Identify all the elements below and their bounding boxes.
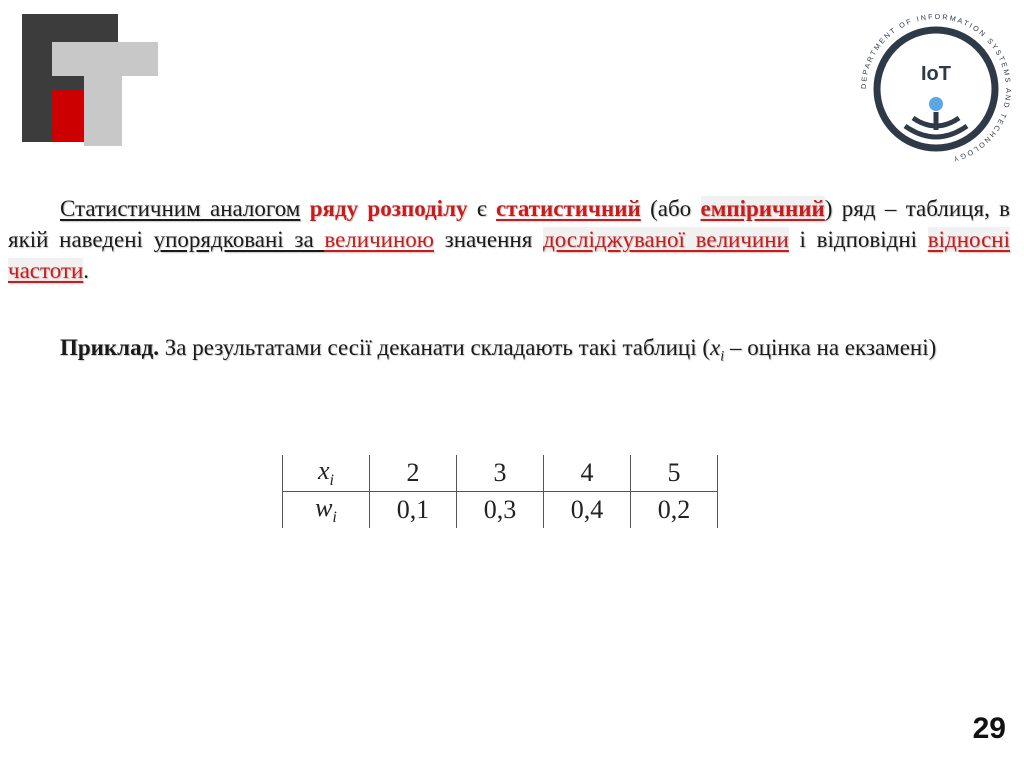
svg-text:DEPARTMENT OF INFORMATION SYST	[859, 12, 1013, 164]
subscript-index: i	[329, 472, 335, 490]
term-studied-quantity: досліджуваної величини	[543, 227, 789, 252]
table-cell: 0,4	[544, 492, 631, 529]
ft-logo	[18, 14, 158, 148]
iot-logo-text: IoT	[921, 63, 951, 85]
subscript-index: i	[720, 348, 725, 365]
table-cell: 0,1	[370, 492, 457, 529]
row-label-xi: $x_i$	[283, 455, 370, 492]
term-relative-frequencies: відносні частоти	[8, 227, 1011, 283]
table-row	[283, 492, 718, 529]
row-label-wi: $w_i$	[283, 492, 370, 529]
table-cell: 0,2	[631, 492, 718, 529]
definition-paragraph: Статистичним аналогом ряду розподілу є статистичний (або емпіричний) ряд – таблиця, в якій наведені упорядковані за величиною значення досліджуваної величини і відповідні відносні частоти.	[8, 196, 1011, 283]
term-statistical: статистичний	[496, 196, 641, 221]
term-magnitude: величиною	[324, 227, 434, 252]
example-paragraph: Приклад. За результатами сесії деканати складають такі таблиці ($x_i$ – оцінка на екзамені)	[60, 335, 937, 365]
example-label: Приклад.	[60, 335, 159, 360]
table-cell: 2	[370, 455, 457, 492]
frequency-table	[282, 455, 718, 528]
subscript-index: i	[332, 509, 337, 527]
table-row	[283, 455, 718, 492]
table-cell: 0,3	[457, 492, 544, 529]
iot-department-logo	[855, 8, 1017, 170]
term-distribution-series: ряду розподілу	[309, 196, 468, 221]
page-number: 29	[972, 712, 1006, 745]
term-statistical-analogue: Статистичним аналогом	[60, 196, 301, 221]
term-ordered-by: упорядковані за	[153, 227, 325, 252]
variable-xi: $x_i$	[710, 335, 725, 365]
table-cell: 4	[544, 455, 631, 492]
table-cell: 5	[631, 455, 718, 492]
iot-ring-text: DEPARTMENT OF INFORMATION SYSTEMS AND TECHNOLOGY	[858, 11, 1014, 165]
table-cell: 3	[457, 455, 544, 492]
term-empirical: емпіричний	[700, 196, 825, 221]
